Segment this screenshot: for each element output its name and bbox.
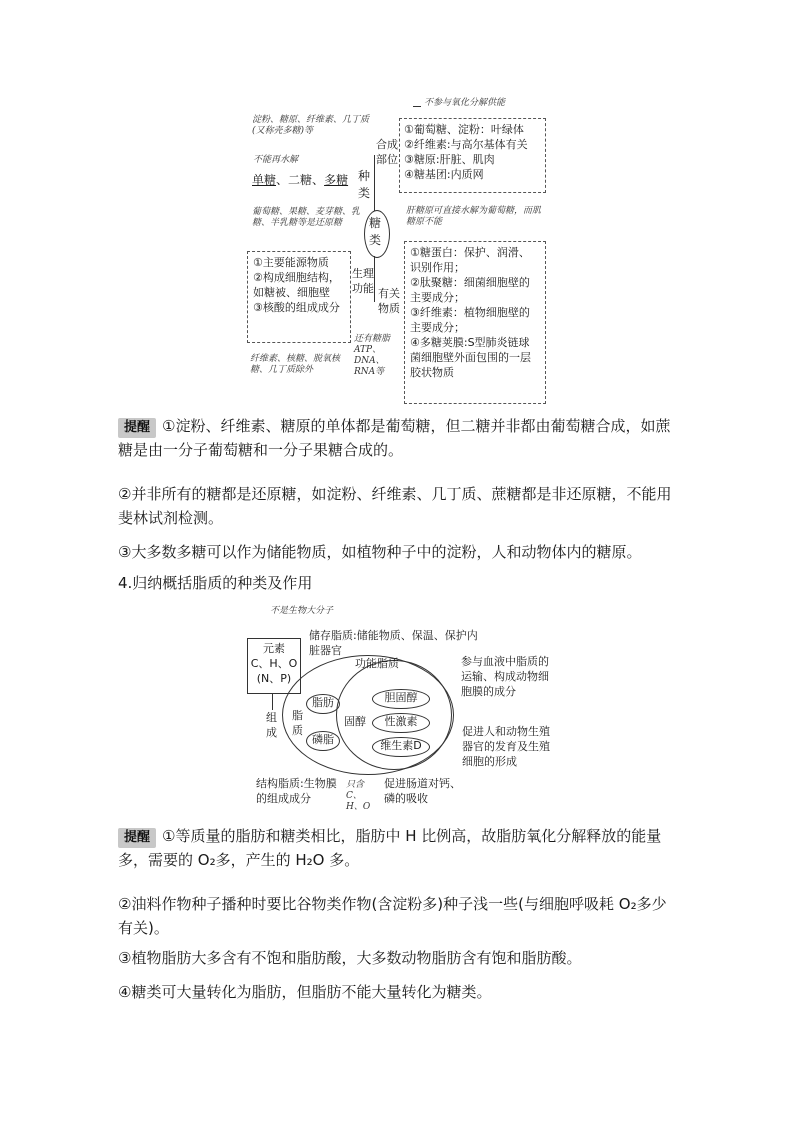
kind-label: 种类 <box>358 169 371 200</box>
disaccharide-label: 二糖 <box>288 173 313 187</box>
lipid-label: 脂质 <box>292 709 303 737</box>
only-chon-note: 只含C、H、O <box>346 780 371 812</box>
compose-label: 组成 <box>266 711 277 739</box>
related-box <box>404 241 546 404</box>
non-hydrolysable-note: 不能再水解 <box>253 155 299 165</box>
cholesterol-note: 参与血液中脂质的运输、构成动物细胞膜的成分 <box>461 655 549 698</box>
polysaccharide-label: 多糖 <box>324 173 349 187</box>
related-item: ②肽聚糖：细菌细胞壁的主要成分； <box>410 276 530 304</box>
synthesis-label: 合成部位 <box>376 138 398 166</box>
synthesis-item: ③糖原:肝脏、肌肉 <box>404 153 495 166</box>
tip-paragraph-6: ③植物脂肪大多含有不饱和脂肪酸，大多数动物脂肪含有饱和脂肪酸。 <box>118 949 582 967</box>
related-label: 有关物质 <box>378 287 400 315</box>
tip-text: ①淀粉、纤维素、糖原的单体都是葡萄糖，但二糖并非都由葡萄糖合成，如蔗糖是由一分子葡萄糖和一分子果糖合成的。 <box>118 417 671 459</box>
vitamin-d-note: 促进肠道对钙、磷的吸收 <box>384 777 461 805</box>
related-item: ①糖蛋白：保护、润滑、识别作用； <box>410 246 530 274</box>
function-box <box>247 251 351 343</box>
function-label: 生理功能 <box>352 267 374 295</box>
tip-paragraph-2: ②并非所有的糖都是还原糖，如淀粉、纤维素、几丁质、蔗糖都是非还原糖，不能用斐林试剂检测。 <box>118 485 672 527</box>
section-title: 4.归纳概括脂质的种类及作用 <box>118 574 313 592</box>
cholesterol-node: 胆固醇 <box>372 689 430 709</box>
sex-hormone-node: 性激素 <box>372 713 430 733</box>
tip-paragraph-5: ②油料作物种子播种时要比谷物类作物(含淀粉多)种子浅一些(与细胞呼吸耗 O₂多少有关)。 <box>118 895 667 937</box>
tip-badge: 提醒 <box>118 418 156 438</box>
functional-lipid-note: 功能脂质 <box>355 657 399 670</box>
synthesis-item: ②纤维素:与高尔基体有关 <box>404 138 528 151</box>
related-item: ④多糖荚膜:S型肺炎链球菌细胞壁外面包围的一层胶状物质 <box>410 336 531 379</box>
liver-glycogen-note: 肝糖原可直接水解为葡萄糖，而肌糖原不能 <box>406 206 542 227</box>
tip-text: ①等质量的脂肪和糖类相比，脂肪中 H 比例高，故脂肪氧化分解释放的能量多，需要的 O₂多，产生的 H₂O 多。 <box>118 827 662 869</box>
element-list: C、H、O <box>250 657 298 670</box>
synthesis-item: ④糖基团:内质网 <box>404 168 484 181</box>
glycolipid-note: 还有糖脂ATP、DNA、RNA等 <box>354 334 391 377</box>
kinds-row: 单糖、二糖、多糖 <box>252 173 349 187</box>
tip-paragraph-4 <box>118 824 678 872</box>
reducing-sugar-note: 葡萄糖、果糖、麦芽糖、乳糖、半乳糖等是还原糖 <box>252 207 361 228</box>
element-title: 元素 <box>263 642 285 655</box>
tip-paragraph-3: ③大多数多糖可以作为储能物质，如植物种子中的淀粉，人和动物体内的糖原。 <box>118 543 642 561</box>
polysaccharide-examples-note: 淀粉、糖原、纤维素、几丁质(又称壳多糖)等 <box>252 115 370 136</box>
tip-badge: 提醒 <box>118 828 156 848</box>
not-macromolecule-note: 不是生物大分子 <box>270 606 334 616</box>
sex-hormone-note: 促进人和动物生殖器官的发育及生殖细胞的形成 <box>462 725 550 768</box>
synthesis-box <box>399 118 546 193</box>
fat-node: 脂肪 <box>306 694 340 714</box>
synthesis-item: ①葡萄糖、淀粉：叶绿体 <box>404 123 524 136</box>
phospholipid-node: 磷脂 <box>306 731 340 751</box>
function-item: ②构成细胞结构，如糖被、细胞壁 <box>253 271 340 299</box>
tip-paragraph-1 <box>118 414 678 462</box>
center-node-label: 糖类 <box>369 216 382 247</box>
monosaccharide-label: 单糖 <box>252 173 277 187</box>
no-oxidation-note: 不参与氧化分解供能 <box>424 98 506 108</box>
function-item: ③核酸的组成成分 <box>253 301 340 314</box>
function-item: ①主要能源物质 <box>253 256 329 269</box>
element-optional: (N、P) <box>256 672 292 685</box>
tip-paragraph-7: ④糖类可大量转化为脂肪，但脂肪不能大量转化为糖类。 <box>118 983 492 1001</box>
storage-lipid-note: 储存脂质:储能物质、保温、保护内脏器官 <box>309 629 478 657</box>
related-item: ③纤维素：植物细胞壁的主要成分； <box>410 306 530 334</box>
sterol-label: 固醇 <box>344 715 366 728</box>
vitamin-d-node: 维生素D <box>372 737 430 757</box>
exception-note: 纤维素、核糖、脱氧核糖、几丁质除外 <box>250 354 341 375</box>
structural-lipid-note: 结构脂质:生物膜的组成成分 <box>256 777 337 805</box>
